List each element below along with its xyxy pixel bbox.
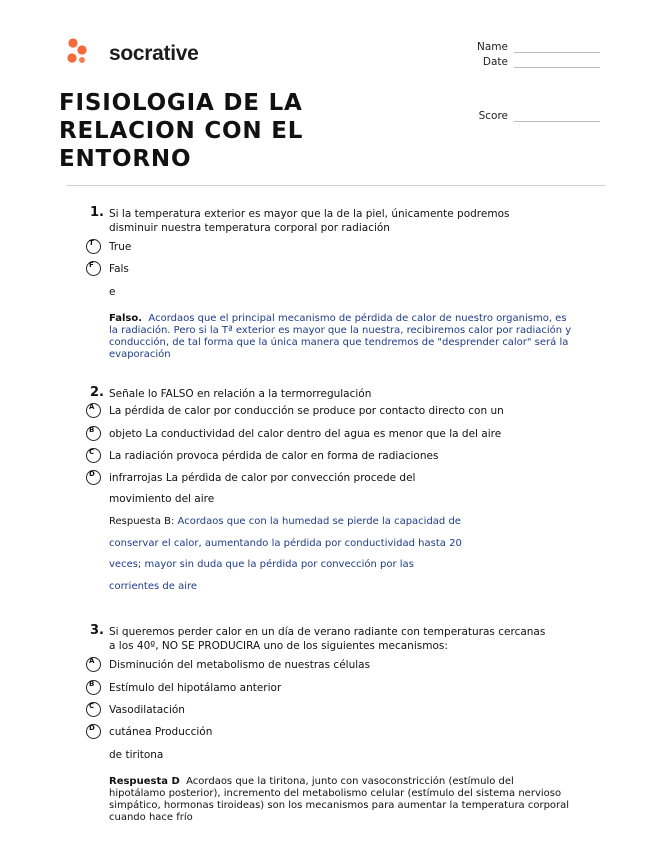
question-text-line: a los 40º, NO SE PRODUCIRA uno de los siguientes mecanismos: — [109, 640, 448, 652]
answer-bubble-a[interactable]: A — [86, 657, 101, 672]
explanation-line: hipotálamo posterior), incremento del metabolismo celular (estímulo del sistema nervioso — [109, 788, 562, 799]
question-text-line: Si la temperatura exterior es mayor que la de la piel, únicamente podremos — [109, 208, 510, 220]
option-text: de tiritona — [109, 749, 164, 761]
option-text: movimiento del aire — [109, 493, 215, 505]
header-divider — [66, 185, 606, 186]
answer-bubble-c[interactable]: C — [86, 448, 101, 463]
answer-explanation-line: conservar el calor, aumentando la pérdida por conductividad hasta 20 — [109, 538, 462, 549]
explanation — [109, 313, 609, 361]
option-text: infrarrojas La pérdida de calor por convección procede del — [109, 472, 416, 484]
option-true: True — [109, 241, 132, 253]
option-text: Estímulo del hipotálamo anterior — [109, 682, 282, 694]
question-text — [109, 207, 589, 235]
explanation-line — [109, 776, 609, 788]
answer-bubble-a[interactable]: A — [86, 403, 101, 418]
answer-bubble-b[interactable]: B — [86, 680, 101, 695]
explanation-line — [109, 313, 609, 325]
explanation — [109, 776, 609, 824]
logo-wordmark: socrative — [109, 42, 199, 65]
option-text: Disminución del metabolismo de nuestras células — [109, 659, 371, 671]
date-label: Date — [482, 56, 508, 68]
explanation-line: cuando hace frío — [109, 812, 193, 823]
option-text: cutánea Producción — [109, 726, 213, 738]
answer-bubble-d[interactable]: D — [86, 470, 101, 485]
option-text: objeto La conductividad del calor dentro del agua es menor que la del aire — [109, 428, 502, 440]
question-text — [109, 625, 589, 653]
explanation-label: Respuesta D — [109, 776, 180, 787]
explanation-text: Acordaos que la tiritona, junto con vasoconstricción (estímulo del — [186, 776, 514, 787]
answer-bubble-t[interactable]: T — [86, 239, 101, 254]
title-line: RELACION CON EL — [59, 118, 304, 144]
explanation-line: conducción, de tal forma que la única manera que tendremos de "desprender calor" será la — [109, 337, 569, 348]
question-number: 1. — [90, 205, 104, 220]
question-text-line: disminuir nuestra temperatura corporal por radiación — [109, 222, 390, 234]
answer-bubble-b[interactable]: B — [86, 426, 101, 441]
page-title — [59, 89, 419, 173]
socrative-logo-icon — [66, 38, 88, 64]
score-label: Score — [478, 110, 508, 122]
name-label: Name — [477, 41, 508, 53]
explanation-line: evaporación — [109, 349, 171, 360]
explanation-label: Falso. — [109, 313, 143, 324]
explanation-text: Acordaos que el principal mecanismo de pérdida de calor de nuestro organismo, es — [148, 313, 567, 324]
question-number: 3. — [90, 623, 104, 638]
question-text: Señale lo FALSO en relación a la termorregulación — [109, 388, 372, 400]
explanation-line: simpático, hormonas tiroideas) son los mecanismos para aumentar la temperatura corporal — [109, 800, 570, 811]
answer-text: : Acordaos que con la humedad se pierde la capacidad de — [171, 516, 461, 527]
option-text: La radiación provoca pérdida de calor en forma de radiaciones — [109, 450, 439, 462]
option-false: Fals — [109, 263, 129, 275]
answer-bubble-c[interactable]: C — [86, 702, 101, 717]
explanation-line: la radiación. Pero si la Tª exterior es mayor que la nuestra, recibiremos calor por radiación y — [109, 325, 572, 336]
question-text-line: Si queremos perder calor en un día de verano radiante con temperaturas cercanas — [109, 626, 546, 638]
answer-explanation-line — [109, 515, 461, 529]
option-text: Vasodilatación — [109, 704, 185, 716]
answer-explanation-line: veces; mayor sin duda que la pérdida por convección por las — [109, 559, 414, 570]
name-line — [514, 52, 600, 53]
answer-label: Respuesta B — [109, 516, 171, 527]
answer-bubble-d[interactable]: D — [86, 724, 101, 739]
question-number: 2. — [90, 385, 104, 400]
title-line: FISIOLOGIA DE LA — [59, 90, 303, 116]
answer-explanation-line: corrientes de aire — [109, 581, 198, 592]
score-line — [514, 121, 600, 122]
title-line: ENTORNO — [59, 146, 192, 172]
option-false-continued: e — [109, 286, 116, 298]
date-line — [514, 67, 600, 68]
option-text: La pérdida de calor por conducción se produce por contacto directo con un — [109, 405, 504, 417]
answer-bubble-f[interactable]: F — [86, 261, 101, 276]
